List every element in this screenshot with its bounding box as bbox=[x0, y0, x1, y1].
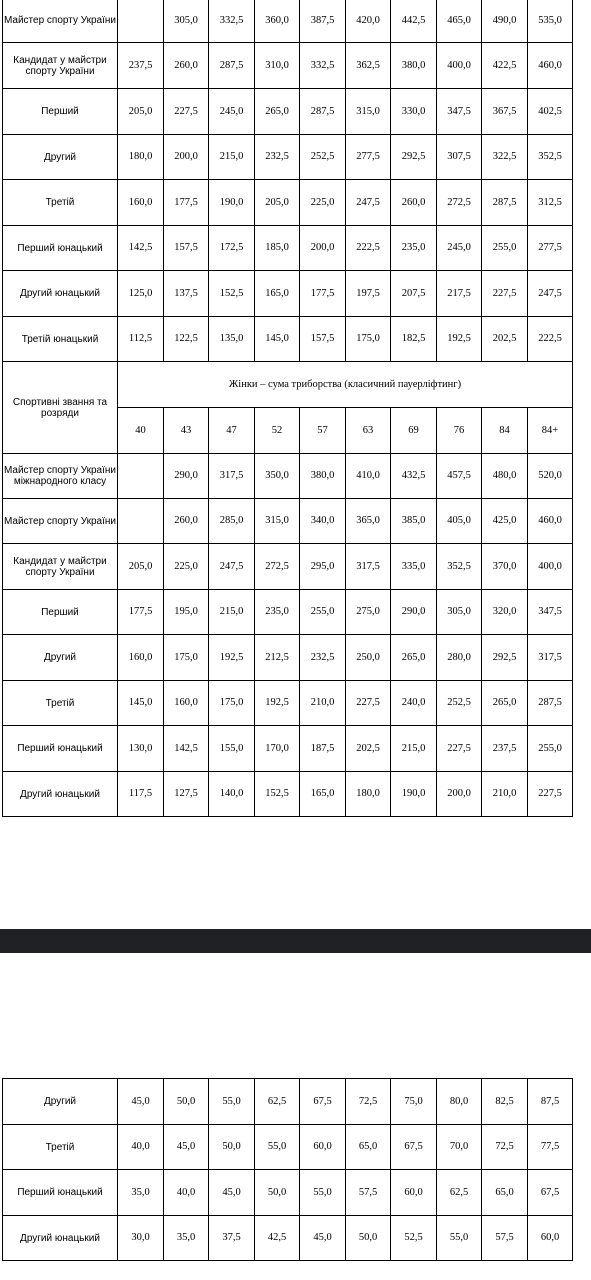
table-cell: 367,5 bbox=[482, 89, 528, 135]
table-cell: 152,5 bbox=[209, 271, 255, 317]
standards-table-top bbox=[2, 0, 573, 817]
table-cell: 122,5 bbox=[164, 317, 209, 362]
table-cell: 312,5 bbox=[528, 180, 573, 226]
table-cell: 215,0 bbox=[391, 726, 437, 772]
table-cell: 310,0 bbox=[255, 43, 300, 89]
table-cell: 385,0 bbox=[391, 499, 437, 544]
table-cell: 50,0 bbox=[346, 1216, 391, 1261]
table-cell: 215,0 bbox=[209, 590, 255, 635]
table-cell: 277,5 bbox=[346, 135, 391, 180]
table-cell: 292,5 bbox=[482, 635, 528, 681]
table-cell: 60,0 bbox=[391, 1170, 437, 1216]
table-cell: 260,0 bbox=[164, 499, 209, 544]
table-cell: 160,0 bbox=[118, 635, 164, 681]
table-cell: 205,0 bbox=[118, 89, 164, 135]
table-cell: 287,5 bbox=[482, 180, 528, 226]
table-row bbox=[3, 226, 573, 271]
table-cell: 210,0 bbox=[300, 681, 346, 726]
table-cell: 442,5 bbox=[391, 0, 437, 43]
page-separator bbox=[0, 929, 591, 953]
table-row bbox=[3, 89, 573, 135]
table-cell: 200,0 bbox=[164, 135, 209, 180]
rank-label: Кандидат у майстри спорту України bbox=[3, 43, 118, 89]
rank-label: Третій bbox=[3, 1125, 118, 1170]
table-cell: 252,5 bbox=[300, 135, 346, 180]
table-cell: 287,5 bbox=[300, 89, 346, 135]
table-cell: 157,5 bbox=[300, 317, 346, 362]
table-cell bbox=[118, 0, 164, 43]
table-row bbox=[3, 43, 573, 89]
table-cell: 152,5 bbox=[255, 772, 300, 817]
table-cell: 245,0 bbox=[437, 226, 482, 271]
rank-label: Третій bbox=[3, 681, 118, 726]
bottom-rows bbox=[3, 1079, 573, 1261]
rank-label: Другий bbox=[3, 135, 118, 180]
table-cell: 480,0 bbox=[482, 454, 528, 499]
table-cell: 460,0 bbox=[528, 43, 573, 89]
table-row bbox=[3, 681, 573, 726]
table-cell: 227,5 bbox=[482, 271, 528, 317]
weight-class-header: 57 bbox=[300, 408, 346, 454]
table-cell: 67,5 bbox=[300, 1079, 346, 1125]
table-cell: 400,0 bbox=[437, 43, 482, 89]
table-cell: 330,0 bbox=[391, 89, 437, 135]
weight-class-header: 40 bbox=[118, 408, 164, 454]
women-table-title: Жінки – сума триборства (класичний пауерліфтинг) bbox=[118, 362, 573, 408]
table-cell: 317,5 bbox=[209, 454, 255, 499]
table-cell: 227,5 bbox=[346, 681, 391, 726]
men-rows bbox=[3, 0, 573, 362]
table-cell: 292,5 bbox=[391, 135, 437, 180]
table-cell: 315,0 bbox=[346, 89, 391, 135]
table-cell: 247,5 bbox=[346, 180, 391, 226]
table-cell: 322,5 bbox=[482, 135, 528, 180]
table-cell: 77,5 bbox=[528, 1125, 573, 1170]
table-cell: 45,0 bbox=[164, 1125, 209, 1170]
table-cell: 87,5 bbox=[528, 1079, 573, 1125]
table-cell bbox=[118, 454, 164, 499]
rank-label: Перший юнацький bbox=[3, 726, 118, 772]
table-cell: 252,5 bbox=[437, 681, 482, 726]
rank-label: Другий bbox=[3, 635, 118, 681]
table-cell: 62,5 bbox=[255, 1079, 300, 1125]
table-cell: 350,0 bbox=[255, 454, 300, 499]
table-row bbox=[3, 1079, 573, 1125]
table-cell: 235,0 bbox=[255, 590, 300, 635]
table-cell: 360,0 bbox=[255, 0, 300, 43]
table-cell: 67,5 bbox=[528, 1170, 573, 1216]
table-cell: 75,0 bbox=[391, 1079, 437, 1125]
table-row bbox=[3, 180, 573, 226]
table-cell: 177,5 bbox=[118, 590, 164, 635]
table-row bbox=[3, 1216, 573, 1261]
table-cell: 202,5 bbox=[482, 317, 528, 362]
table-cell: 387,5 bbox=[300, 0, 346, 43]
table-cell: 332,5 bbox=[300, 43, 346, 89]
table-cell: 370,0 bbox=[482, 544, 528, 590]
rank-label: Третій bbox=[3, 180, 118, 226]
table-cell: 190,0 bbox=[209, 180, 255, 226]
table-cell: 117,5 bbox=[118, 772, 164, 817]
rank-column-header: Спортивні звання та розряди bbox=[3, 362, 118, 454]
table-cell: 420,0 bbox=[346, 0, 391, 43]
table-cell: 202,5 bbox=[346, 726, 391, 772]
table-cell: 175,0 bbox=[209, 681, 255, 726]
table-cell: 235,0 bbox=[391, 226, 437, 271]
table-cell: 165,0 bbox=[255, 271, 300, 317]
table-cell: 290,0 bbox=[164, 454, 209, 499]
table-cell: 40,0 bbox=[118, 1125, 164, 1170]
table-cell: 237,5 bbox=[482, 726, 528, 772]
table-cell: 195,0 bbox=[164, 590, 209, 635]
table-cell: 225,0 bbox=[300, 180, 346, 226]
table-cell: 55,0 bbox=[209, 1079, 255, 1125]
table-cell: 157,5 bbox=[164, 226, 209, 271]
table-cell: 205,0 bbox=[255, 180, 300, 226]
table-row bbox=[3, 454, 573, 499]
table-cell: 160,0 bbox=[164, 681, 209, 726]
table-cell: 340,0 bbox=[300, 499, 346, 544]
table-cell: 305,0 bbox=[437, 590, 482, 635]
table-cell: 187,5 bbox=[300, 726, 346, 772]
table-cell: 45,0 bbox=[209, 1170, 255, 1216]
table-cell: 307,5 bbox=[437, 135, 482, 180]
standards-table-bottom bbox=[2, 1078, 573, 1261]
table-cell: 52,5 bbox=[391, 1216, 437, 1261]
women-header bbox=[3, 362, 573, 454]
table-cell: 192,5 bbox=[255, 681, 300, 726]
table-cell: 272,5 bbox=[255, 544, 300, 590]
table-row bbox=[3, 635, 573, 681]
table-cell: 240,0 bbox=[391, 681, 437, 726]
table-cell: 175,0 bbox=[164, 635, 209, 681]
table-cell: 125,0 bbox=[118, 271, 164, 317]
table-cell: 200,0 bbox=[300, 226, 346, 271]
table-cell: 362,5 bbox=[346, 43, 391, 89]
table-cell: 265,0 bbox=[482, 681, 528, 726]
table-cell: 212,5 bbox=[255, 635, 300, 681]
table-cell: 352,5 bbox=[528, 135, 573, 180]
weight-class-header: 76 bbox=[437, 408, 482, 454]
table-cell: 265,0 bbox=[391, 635, 437, 681]
table-cell: 65,0 bbox=[482, 1170, 528, 1216]
table-row bbox=[3, 499, 573, 544]
table-cell: 305,0 bbox=[164, 0, 209, 43]
table-cell: 400,0 bbox=[528, 544, 573, 590]
weight-class-header: 84+ bbox=[528, 408, 573, 454]
table-cell: 200,0 bbox=[437, 772, 482, 817]
table-cell: 260,0 bbox=[164, 43, 209, 89]
table-cell: 60,0 bbox=[528, 1216, 573, 1261]
table-cell: 217,5 bbox=[437, 271, 482, 317]
table-cell: 65,0 bbox=[346, 1125, 391, 1170]
rank-label: Перший юнацький bbox=[3, 1170, 118, 1216]
table-cell: 275,0 bbox=[346, 590, 391, 635]
table-cell: 457,5 bbox=[437, 454, 482, 499]
rank-label: Кандидат у майстри спорту України bbox=[3, 544, 118, 590]
table-cell: 160,0 bbox=[118, 180, 164, 226]
table-cell: 247,5 bbox=[528, 271, 573, 317]
rank-label: Перший bbox=[3, 89, 118, 135]
table-cell: 172,5 bbox=[209, 226, 255, 271]
table-cell: 425,0 bbox=[482, 499, 528, 544]
table-cell: 142,5 bbox=[118, 226, 164, 271]
table-cell: 45,0 bbox=[300, 1216, 346, 1261]
table-cell: 232,5 bbox=[300, 635, 346, 681]
weight-class-header: 84 bbox=[482, 408, 528, 454]
table-cell: 227,5 bbox=[528, 772, 573, 817]
table-cell: 432,5 bbox=[391, 454, 437, 499]
weight-class-header: 43 bbox=[164, 408, 209, 454]
table-cell: 317,5 bbox=[346, 544, 391, 590]
table-cell: 222,5 bbox=[346, 226, 391, 271]
table-cell: 347,5 bbox=[437, 89, 482, 135]
table-cell: 380,0 bbox=[391, 43, 437, 89]
table-cell: 222,5 bbox=[528, 317, 573, 362]
table-cell: 137,5 bbox=[164, 271, 209, 317]
table-cell: 255,0 bbox=[528, 726, 573, 772]
table-cell: 57,5 bbox=[346, 1170, 391, 1216]
table-cell: 405,0 bbox=[437, 499, 482, 544]
table-cell: 402,5 bbox=[528, 89, 573, 135]
table-cell: 165,0 bbox=[300, 772, 346, 817]
rank-label: Майстер спорту України міжнародного класу bbox=[3, 454, 118, 499]
table-cell: 260,0 bbox=[391, 180, 437, 226]
table-cell: 290,0 bbox=[391, 590, 437, 635]
table-cell: 175,0 bbox=[346, 317, 391, 362]
table-cell: 285,0 bbox=[209, 499, 255, 544]
table-cell: 35,0 bbox=[164, 1216, 209, 1261]
table-row bbox=[3, 271, 573, 317]
table-row bbox=[3, 1125, 573, 1170]
table-cell: 70,0 bbox=[437, 1125, 482, 1170]
table-row bbox=[3, 726, 573, 772]
table-cell: 135,0 bbox=[209, 317, 255, 362]
table-cell: 177,5 bbox=[164, 180, 209, 226]
table-cell: 207,5 bbox=[391, 271, 437, 317]
table-cell: 210,0 bbox=[482, 772, 528, 817]
table-cell: 410,0 bbox=[346, 454, 391, 499]
table-cell: 255,0 bbox=[482, 226, 528, 271]
table-cell: 82,5 bbox=[482, 1079, 528, 1125]
table-cell: 287,5 bbox=[528, 681, 573, 726]
table-cell bbox=[118, 499, 164, 544]
table-cell: 380,0 bbox=[300, 454, 346, 499]
table-cell: 57,5 bbox=[482, 1216, 528, 1261]
table-cell: 30,0 bbox=[118, 1216, 164, 1261]
table-cell: 520,0 bbox=[528, 454, 573, 499]
table-cell: 72,5 bbox=[482, 1125, 528, 1170]
table-cell: 227,5 bbox=[437, 726, 482, 772]
table-cell: 180,0 bbox=[118, 135, 164, 180]
table-cell: 182,5 bbox=[391, 317, 437, 362]
rank-label: Другий юнацький bbox=[3, 271, 118, 317]
table-cell: 277,5 bbox=[528, 226, 573, 271]
table-cell: 332,5 bbox=[209, 0, 255, 43]
table-cell: 80,0 bbox=[437, 1079, 482, 1125]
rank-label: Другий юнацький bbox=[3, 1216, 118, 1261]
table-cell: 62,5 bbox=[437, 1170, 482, 1216]
table-cell: 232,5 bbox=[255, 135, 300, 180]
table-cell: 465,0 bbox=[437, 0, 482, 43]
table-row bbox=[3, 0, 573, 43]
table-cell: 227,5 bbox=[164, 89, 209, 135]
rank-label: Майстер спорту України bbox=[3, 0, 118, 43]
table-cell: 295,0 bbox=[300, 544, 346, 590]
table-cell: 215,0 bbox=[209, 135, 255, 180]
table-cell: 237,5 bbox=[118, 43, 164, 89]
rank-label: Перший bbox=[3, 590, 118, 635]
table-cell: 67,5 bbox=[391, 1125, 437, 1170]
rank-label: Другий юнацький bbox=[3, 772, 118, 817]
table-row bbox=[3, 1170, 573, 1216]
table-cell: 140,0 bbox=[209, 772, 255, 817]
rank-label: Перший юнацький bbox=[3, 226, 118, 271]
table-cell: 142,5 bbox=[164, 726, 209, 772]
table-cell: 130,0 bbox=[118, 726, 164, 772]
table-cell: 460,0 bbox=[528, 499, 573, 544]
table-row bbox=[3, 590, 573, 635]
table-row bbox=[3, 317, 573, 362]
table-cell: 320,0 bbox=[482, 590, 528, 635]
table-cell: 192,5 bbox=[437, 317, 482, 362]
table-cell: 287,5 bbox=[209, 43, 255, 89]
table-cell: 352,5 bbox=[437, 544, 482, 590]
table-cell: 245,0 bbox=[209, 89, 255, 135]
table-cell: 50,0 bbox=[255, 1170, 300, 1216]
weight-class-header: 52 bbox=[255, 408, 300, 454]
weight-class-header: 69 bbox=[391, 408, 437, 454]
table-cell: 42,5 bbox=[255, 1216, 300, 1261]
table-row bbox=[3, 544, 573, 590]
table-cell: 247,5 bbox=[209, 544, 255, 590]
table-cell: 45,0 bbox=[118, 1079, 164, 1125]
table-cell: 205,0 bbox=[118, 544, 164, 590]
table-cell: 155,0 bbox=[209, 726, 255, 772]
table-cell: 250,0 bbox=[346, 635, 391, 681]
rank-label: Другий bbox=[3, 1079, 118, 1125]
table-cell: 192,5 bbox=[209, 635, 255, 681]
table-cell: 55,0 bbox=[437, 1216, 482, 1261]
table-cell: 72,5 bbox=[346, 1079, 391, 1125]
table-cell: 272,5 bbox=[437, 180, 482, 226]
table-cell: 280,0 bbox=[437, 635, 482, 681]
table-cell: 265,0 bbox=[255, 89, 300, 135]
table-cell: 197,5 bbox=[346, 271, 391, 317]
table-cell: 317,5 bbox=[528, 635, 573, 681]
table-cell: 315,0 bbox=[255, 499, 300, 544]
table-cell: 490,0 bbox=[482, 0, 528, 43]
table-cell: 185,0 bbox=[255, 226, 300, 271]
table-cell: 35,0 bbox=[118, 1170, 164, 1216]
table-cell: 365,0 bbox=[346, 499, 391, 544]
weight-class-header: 63 bbox=[346, 408, 391, 454]
women-rows bbox=[3, 454, 573, 817]
rank-label: Третій юнацький bbox=[3, 317, 118, 362]
table-row bbox=[3, 135, 573, 180]
table-cell: 180,0 bbox=[346, 772, 391, 817]
table-cell: 40,0 bbox=[164, 1170, 209, 1216]
table-cell: 535,0 bbox=[528, 0, 573, 43]
table-cell: 190,0 bbox=[391, 772, 437, 817]
table-cell: 37,5 bbox=[209, 1216, 255, 1261]
table-cell: 60,0 bbox=[300, 1125, 346, 1170]
table-cell: 335,0 bbox=[391, 544, 437, 590]
table-cell: 50,0 bbox=[164, 1079, 209, 1125]
rank-label: Майстер спорту України bbox=[3, 499, 118, 544]
table-cell: 347,5 bbox=[528, 590, 573, 635]
table-cell: 55,0 bbox=[300, 1170, 346, 1216]
table-cell: 55,0 bbox=[255, 1125, 300, 1170]
table-row bbox=[3, 772, 573, 817]
table-cell: 50,0 bbox=[209, 1125, 255, 1170]
table-cell: 255,0 bbox=[300, 590, 346, 635]
table-cell: 177,5 bbox=[300, 271, 346, 317]
table-cell: 225,0 bbox=[164, 544, 209, 590]
table-cell: 422,5 bbox=[482, 43, 528, 89]
table-cell: 127,5 bbox=[164, 772, 209, 817]
table-cell: 145,0 bbox=[255, 317, 300, 362]
table-cell: 145,0 bbox=[118, 681, 164, 726]
table-cell: 112,5 bbox=[118, 317, 164, 362]
weight-class-header: 47 bbox=[209, 408, 255, 454]
table-cell: 170,0 bbox=[255, 726, 300, 772]
